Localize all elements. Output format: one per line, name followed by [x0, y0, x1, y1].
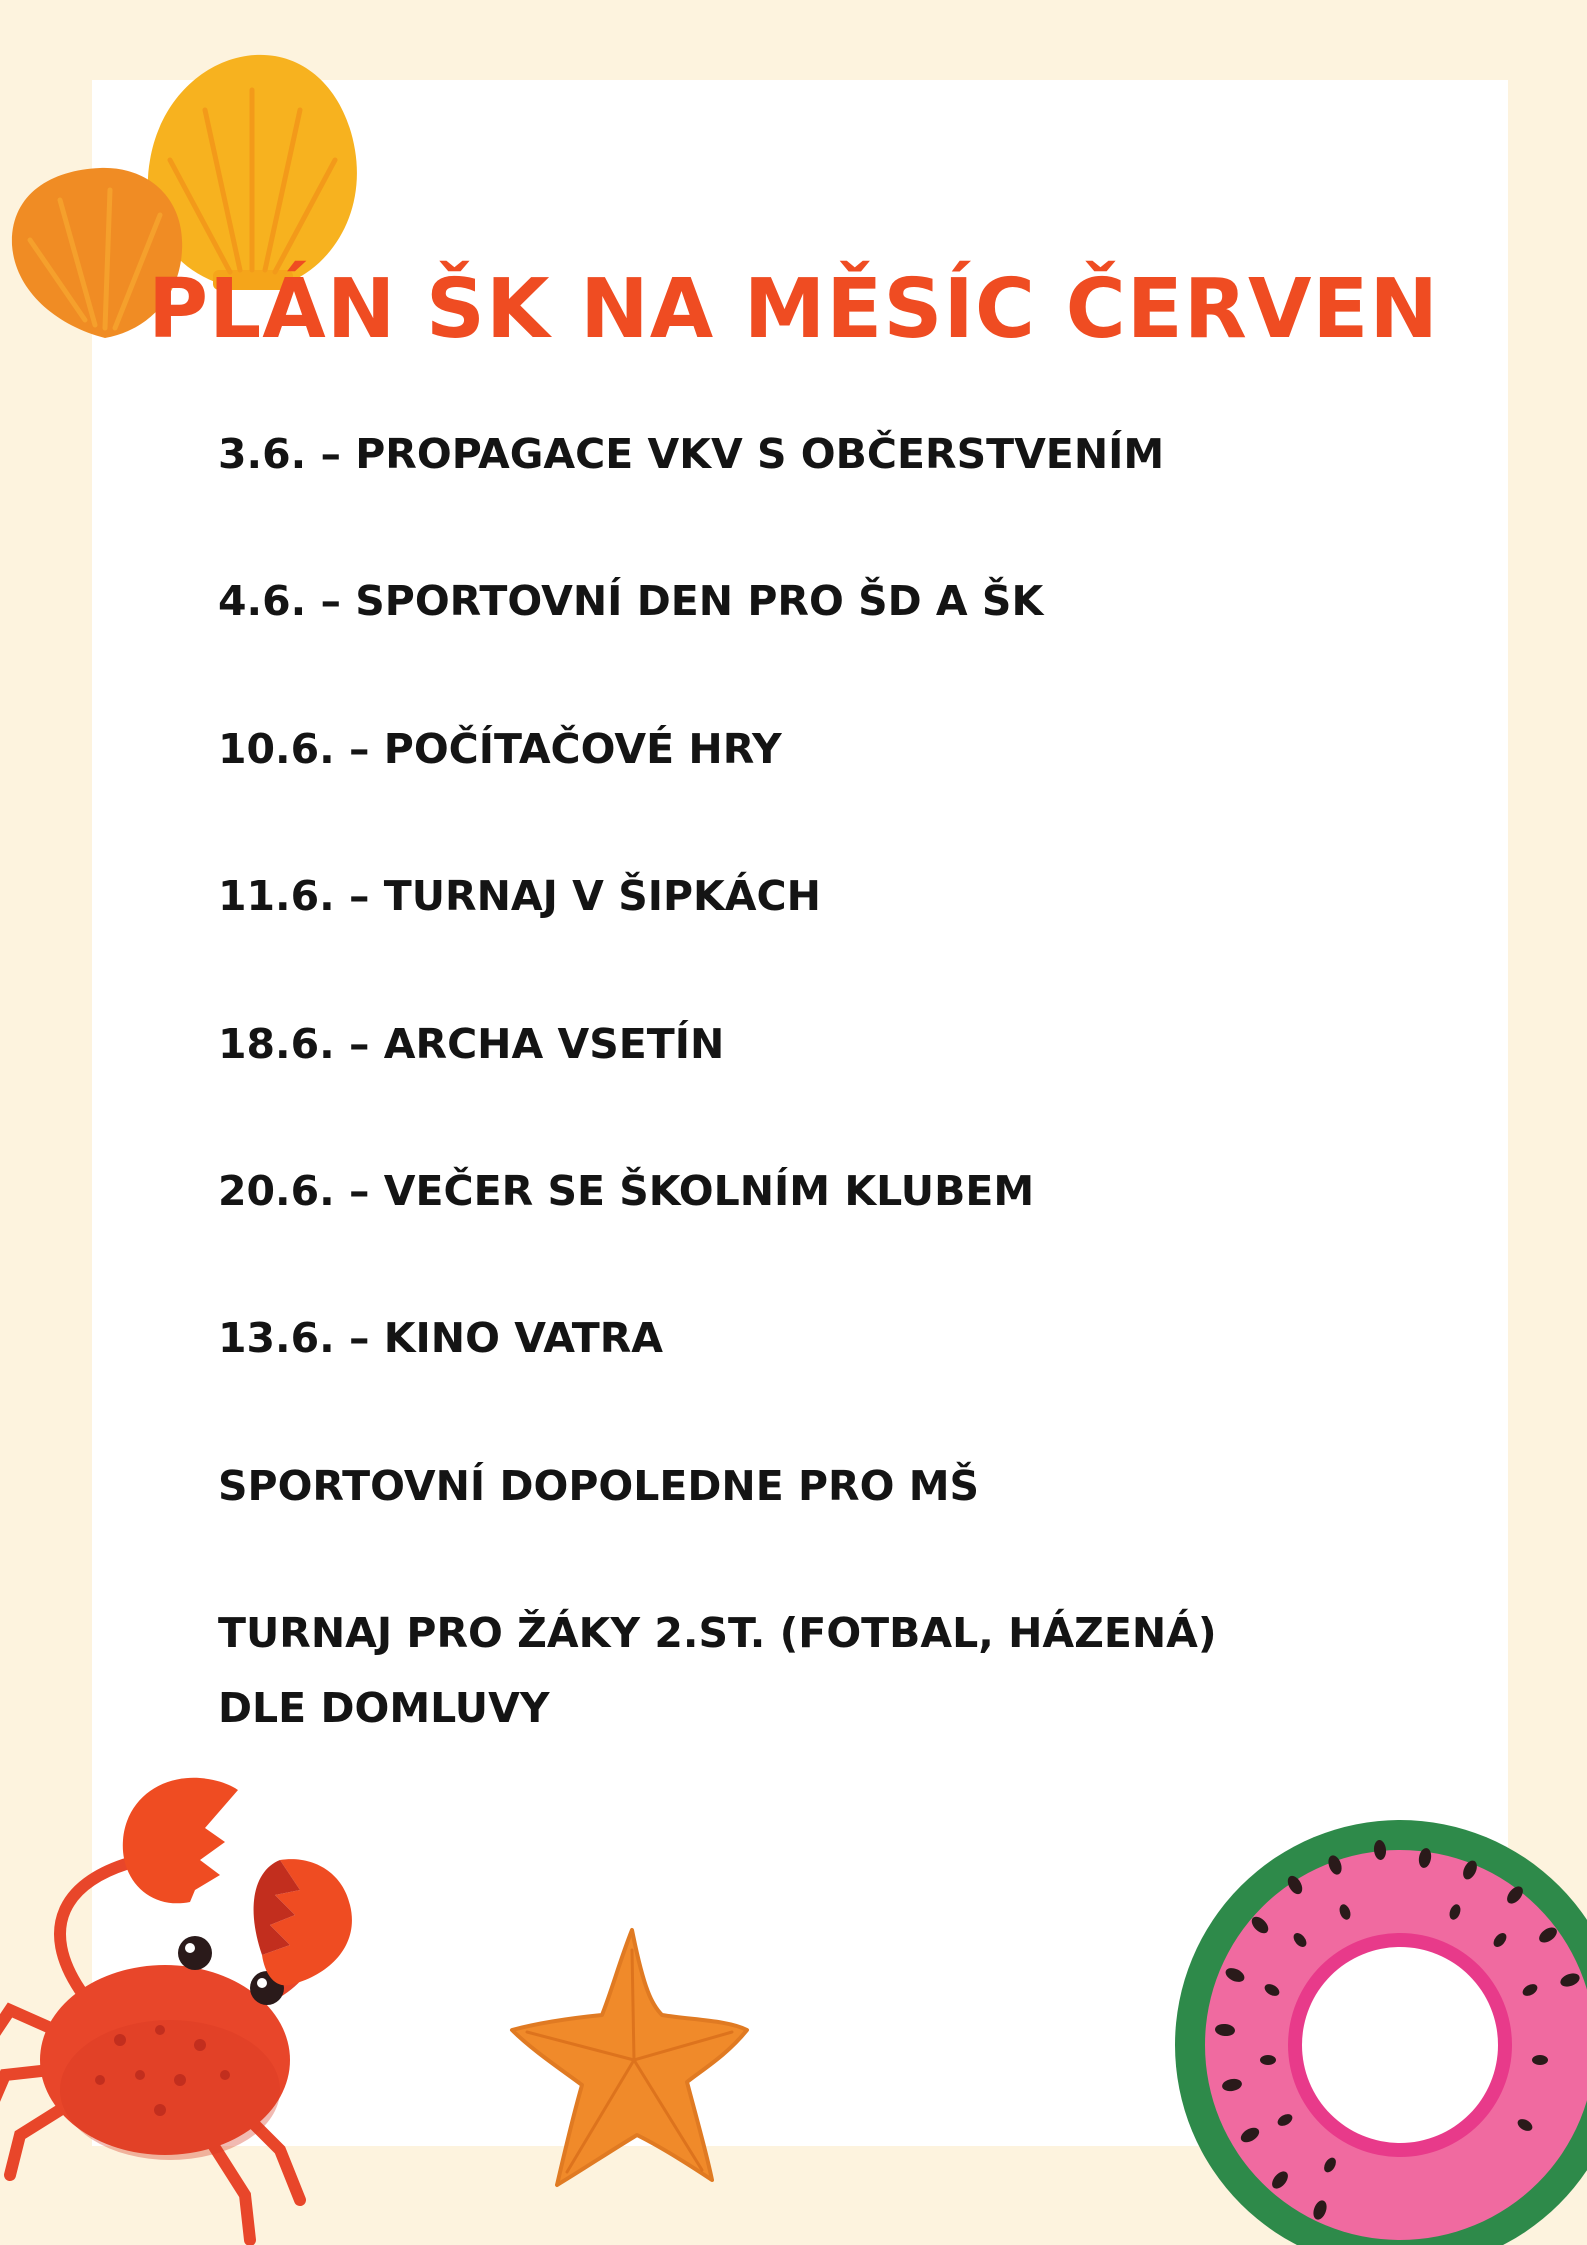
- plan-item: 20.6. – VEČER SE ŠKOLNÍM KLUBEM: [218, 1167, 1035, 1215]
- crab-icon: [0, 1778, 352, 2240]
- plan-item: 4.6. – SPORTOVNÍ DEN PRO ŠD A ŠK: [218, 577, 1044, 625]
- starfish-icon: [512, 1930, 747, 2185]
- plan-item-continuation: DLE DOMLUVY: [218, 1684, 550, 1732]
- plan-item: 18.6. – ARCHA VSETÍN: [218, 1020, 725, 1068]
- watermelon-swim-ring-icon: [1175, 1820, 1587, 2245]
- page-title: PLÁN ŠK NA MĚSÍC ČERVEN: [147, 262, 1440, 357]
- plan-item: 10.6. – POČÍTAČOVÉ HRY: [218, 725, 782, 773]
- plan-item: 13.6. – KINO VATRA: [218, 1314, 664, 1362]
- plan-item: SPORTOVNÍ DOPOLEDNE PRO MŠ: [218, 1462, 980, 1510]
- plan-item: 11.6. – TURNAJ V ŠIPKÁCH: [218, 872, 821, 920]
- plan-item: 3.6. – PROPAGACE VKV S OBČERSTVENÍM: [218, 430, 1165, 478]
- plan-item: TURNAJ PRO ŽÁKY 2.ST. (FOTBAL, HÁZENÁ): [218, 1609, 1217, 1657]
